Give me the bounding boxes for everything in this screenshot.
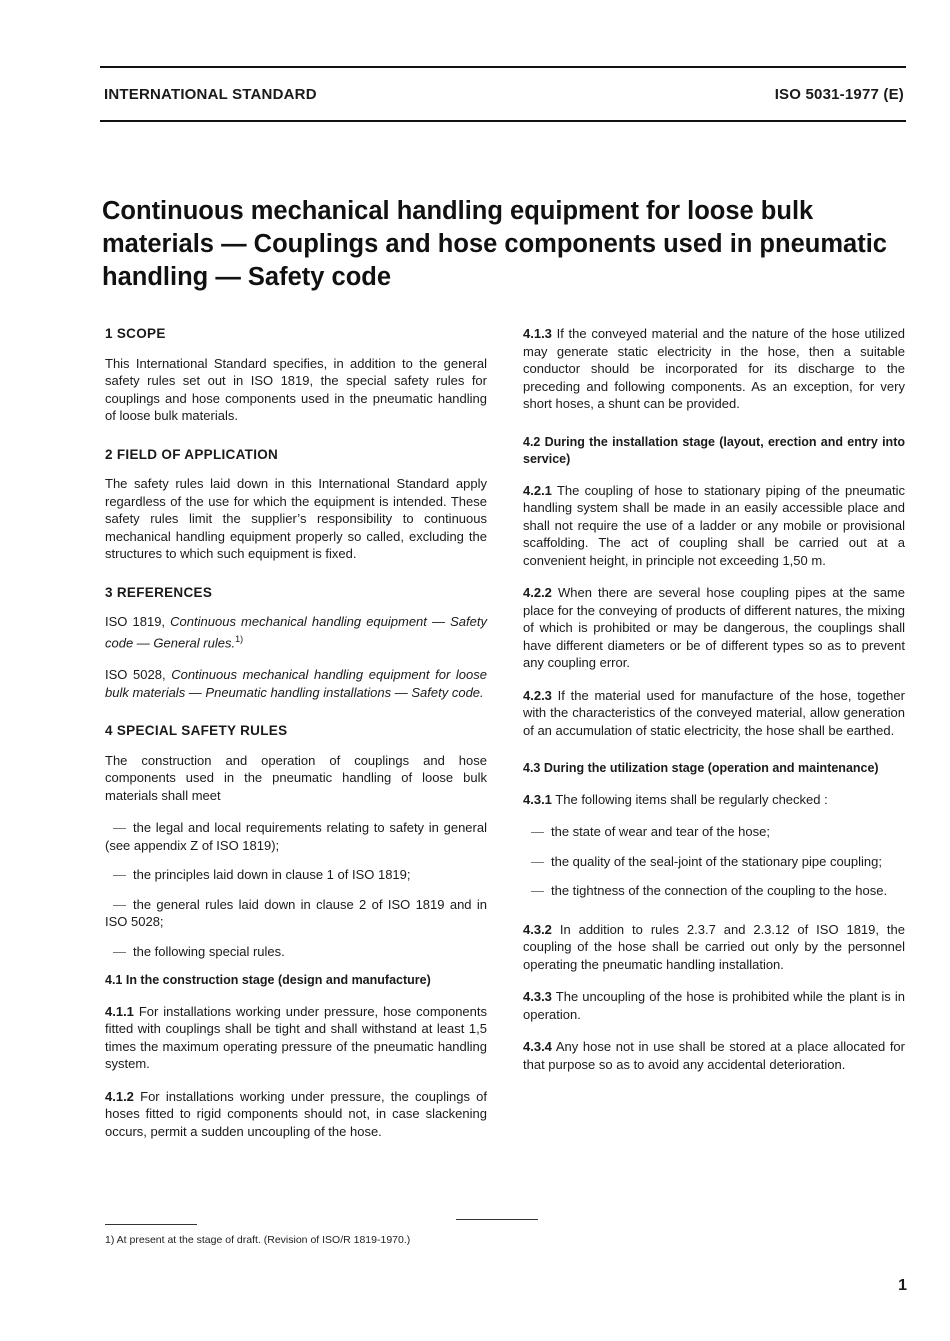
- check-items-list: [523, 823, 905, 900]
- header-top-rule: [100, 66, 906, 68]
- footnote-text: 1) At present at the stage of draft. (Revision of ISO/R 1819-1970.): [105, 1234, 411, 1246]
- reference-item: [105, 613, 487, 651]
- list-item: — the legal and local requirements relating to safety in general (see appendix Z of ISO 1819);: [105, 820, 487, 853]
- section-references-heading: 3 REFERENCES: [105, 584, 213, 600]
- dash-marker: —: [113, 896, 126, 912]
- reference-title: Continuous mechanical handling equipment for loose bulk materials — Pneumatic handling installations — Safety code.: [105, 667, 487, 700]
- subsection-4-3-heading: 4.3 During the utilization stage (operation and maintenance): [523, 761, 879, 775]
- clause-4-2-2: 4.2.2 When there are several hose coupling pipes at the same place for the conveying of products of different natures, the mixing of which is prohibited or may be dangerous, the couplings shall have different diameters or be of different types so as to prevent any coupling error.: [523, 585, 905, 670]
- section-scope-text: This International Standard specifies, in addition to the general safety rules set out in ISO 1819, the special safety rules for couplings and hose components used in the pneumatic handling of loose bulk materials.: [105, 355, 487, 423]
- subsection-4-1-heading: 4.1 In the construction stage (design and manufacture): [105, 973, 431, 988]
- reference-code: ISO 1819,: [105, 614, 166, 629]
- reference-title: Continuous mechanical handling equipment — Safety code — General rules.: [105, 614, 487, 650]
- clause-4-1-1: 4.1.1 For installations working under pressure, hose components fitted with couplings shall be tight and shall withstand at least 1,5 times the maximum operating pressure of the pneumatic handling system.: [105, 1003, 487, 1072]
- reference-item: [105, 666, 487, 701]
- section-field-heading: 2 FIELD OF APPLICATION: [105, 446, 279, 462]
- clause-4-2-1: 4.2.1 The coupling of hose to stationary piping of the pneumatic handling system shall be made in an easily accessible place and shall not require the use of a ladder or any mobile or provisional scaffolding. The act of coupling shall be carried out at a convenient height, in principle not exceeding 1,50 m.: [523, 482, 905, 568]
- document-title: Continuous mechanical handling equipment for loose bulk materials — Couplings and hose components used in pneumatic handling — Safety code: [102, 197, 887, 291]
- clause-4-3-2: 4.3.2 In addition to rules 2.3.7 and 2.3.12 of ISO 1819, the coupling of the hose shall be carried out only by the personnel operating the pneumatic handling installation.: [523, 921, 905, 972]
- page-number: 1: [898, 1277, 907, 1294]
- section-special-heading: 4 SPECIAL SAFETY RULES: [105, 723, 288, 739]
- list-item: — the principles laid down in clause 1 of ISO 1819;: [105, 866, 487, 884]
- dash-marker: —: [531, 883, 544, 898]
- dash-marker: —: [113, 867, 126, 883]
- dash-marker: —: [113, 943, 126, 959]
- right-column: [523, 325, 905, 1088]
- footnote-rule: [105, 1224, 197, 1225]
- section-special-intro: The construction and operation of couplings and hose components used in the pneumatic handling of loose bulk materials shall meet: [105, 752, 487, 803]
- section-scope-heading: 1 SCOPE: [105, 326, 166, 341]
- column-end-rule: [456, 1219, 538, 1220]
- dash-marker: —: [113, 820, 126, 836]
- clause-4-3-3: 4.3.3 The uncoupling of the hose is prohibited while the plant is in operation.: [523, 989, 905, 1022]
- clause-4-3-1: 4.3.1 The following items shall be regularly checked :: [523, 791, 828, 807]
- dash-marker: —: [531, 853, 544, 869]
- clause-4-1-2: 4.1.2 For installations working under pressure, the couplings of hoses fitted to rigid components should not, in case slackening occurs, permit a sudden uncoupling of the hose.: [105, 1088, 487, 1139]
- list-item: — the tightness of the connection of the coupling to the hose.: [523, 882, 905, 900]
- clause-4-3-4: 4.3.4 Any hose not in use shall be stored at a place allocated for that purpose so as to avoid any accidental deterioration.: [523, 1039, 905, 1072]
- footnote-marker: 1): [235, 633, 244, 644]
- special-rules-list: [105, 819, 487, 960]
- clause-4-2-3: 4.2.3 If the material used for manufacture of the hose, together with the characteristics of the conveyed material, allow generation of an accumulation of static electricity, the hose shall be earthed.: [523, 687, 905, 738]
- list-item: — the general rules laid down in clause 2 of ISO 1819 and in ISO 5028;: [105, 896, 487, 930]
- left-column: [105, 325, 487, 1155]
- list-item: — the state of wear and tear of the hose;: [523, 823, 905, 841]
- standard-type-label: INTERNATIONAL STANDARD: [104, 86, 317, 103]
- section-field-text: The safety rules laid down in this International Standard apply regardless of the use for which the equipment is intended. These safety rules limit the supplier’s responsibility to continuous mechanical handling equipment properly so called, excluding the structures to which such equipment is fixed.: [105, 476, 487, 561]
- dash-marker: —: [531, 824, 544, 839]
- list-item: — the following special rules.: [105, 943, 487, 961]
- subsection-4-2-heading: 4.2 During the installation stage (layout, erection and entry into service): [523, 434, 905, 466]
- clause-4-1-3: 4.1.3 If the conveyed material and the nature of the hose utilized may generate static electricity in the hose, then a suitable conductor should be incorporated for its discharge to the preceding and following components. As an exception, for very short hoses, a shunt can be provided.: [523, 326, 905, 411]
- reference-code: ISO 5028,: [105, 667, 166, 683]
- standard-number-label: ISO 5031-1977 (E): [774, 86, 904, 103]
- header-bottom-rule: [100, 120, 906, 122]
- list-item: — the quality of the seal-joint of the stationary pipe coupling;: [523, 853, 905, 871]
